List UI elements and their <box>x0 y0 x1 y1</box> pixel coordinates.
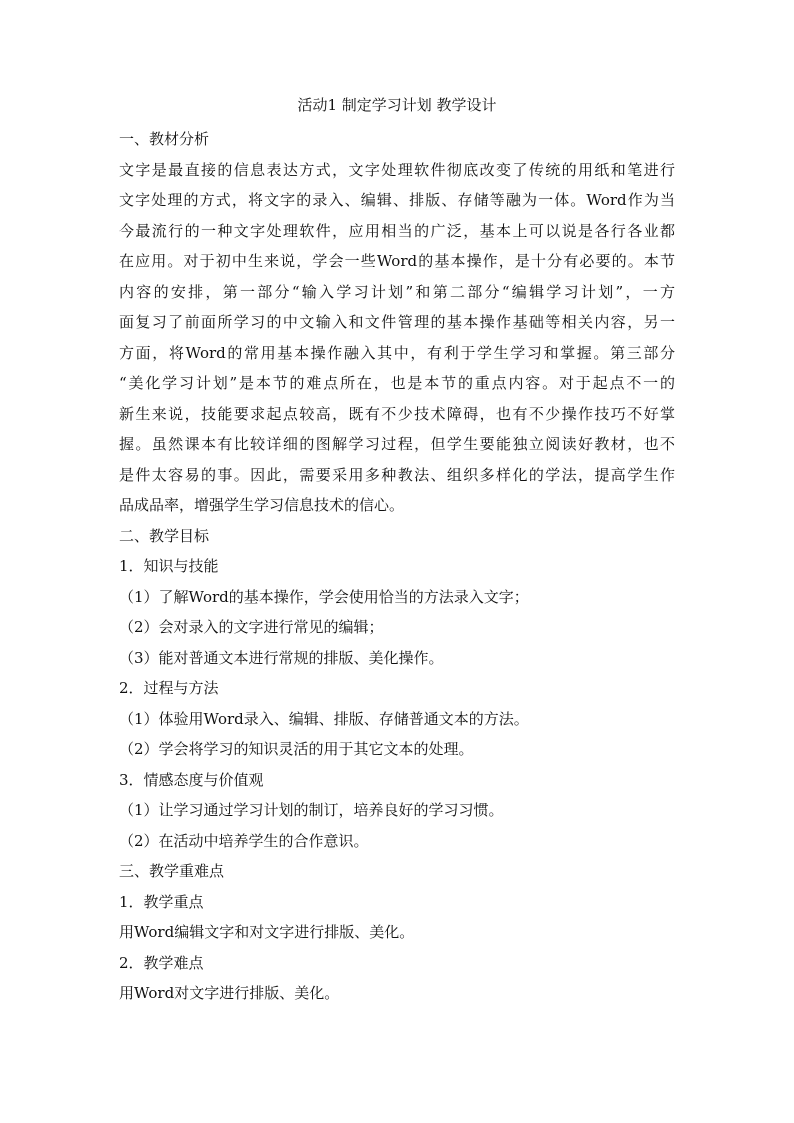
list-item: （1）体验用Word录入、编辑、排版、存储普通文本的方法。 <box>119 709 529 728</box>
paragraph-line: 文字是最直接的信息表达方式，文字处理软件彻底改变了传统的用纸和笔进行 <box>119 160 675 179</box>
list-item: （1）让学习通过学习计划的制订，培养良好的学习习惯。 <box>119 801 504 819</box>
subheading-process-method: 2．过程与方法 <box>119 679 219 697</box>
subheading-knowledge-skills: 1．知识与技能 <box>119 557 219 575</box>
subheading-difficulties: 2．教学难点 <box>119 953 204 972</box>
paragraph-line: 内容的安排，第一部分“输入学习计划”和第二部分“编辑学习计划”，一方 <box>119 282 675 301</box>
list-item: （2）在活动中培养学生的合作意识。 <box>119 831 369 850</box>
paragraph-line: 是件太容易的事。因此，需要采用多种教法、组织多样化的学法，提高学生作 <box>119 465 675 484</box>
paragraph-line: 新生来说，技能要求起点较高，既有不少技术障碍，也有不少操作技巧不好掌 <box>119 404 675 423</box>
list-item: （2）会对录入的文字进行常见的编辑； <box>119 618 384 636</box>
paragraph-line: 文字处理的方式，将文字的录入、编辑、排版、存储等融为一体。Word作为当 <box>119 191 675 209</box>
list-item: （1）了解Word的基本操作，学会使用恰当的方法录入文字； <box>119 587 529 606</box>
list-item: （2）学会将学习的知识灵活的用于其它文本的处理。 <box>119 740 474 758</box>
section-heading-key-difficulties: 三、教学重难点 <box>119 862 225 880</box>
body-text: 用Word对文字进行排版、美化。 <box>119 984 340 1002</box>
section-heading-objectives: 二、教学目标 <box>119 526 210 545</box>
list-item: （3）能对普通文本进行常规的排版、美化操作。 <box>119 648 444 667</box>
paragraph-line: “美化学习计划”是本节的难点所在，也是本节的重点内容。对于起点不一的 <box>119 374 675 392</box>
paragraph-line: 品成品率，增强学生学习信息技术的信心。 <box>119 496 405 514</box>
body-text: 用Word编辑文字和对文字进行排版、美化。 <box>119 923 415 941</box>
subheading-key-points: 1．教学重点 <box>119 892 204 911</box>
paragraph-line: 方面，将Word的常用基本操作融入其中，有利于学生学习和掌握。第三部分 <box>119 343 675 362</box>
document-title: 活动1 制定学习计划 教学设计 <box>297 96 497 114</box>
analysis-paragraph <box>119 155 675 521</box>
subheading-attitude-values: 3．情感态度与价值观 <box>119 770 264 789</box>
section-heading-analysis: 一、教材分析 <box>119 130 210 148</box>
document-body <box>119 124 675 1009</box>
paragraph-line: 今最流行的一种文字处理软件，应用相当的广泛，基本上可以说是各行各业都 <box>119 221 675 240</box>
paragraph-line: 面复习了前面所学习的中文输入和文件管理的基本操作基础等相关内容，另一 <box>119 313 675 331</box>
paragraph-line: 握。虽然课本有比较详细的图解学习过程，但学生要能独立阅读好教材，也不 <box>119 435 675 453</box>
paragraph-line: 在应用。对于初中生来说，学会一些Word的基本操作，是十分有必要的。本节 <box>119 252 675 270</box>
